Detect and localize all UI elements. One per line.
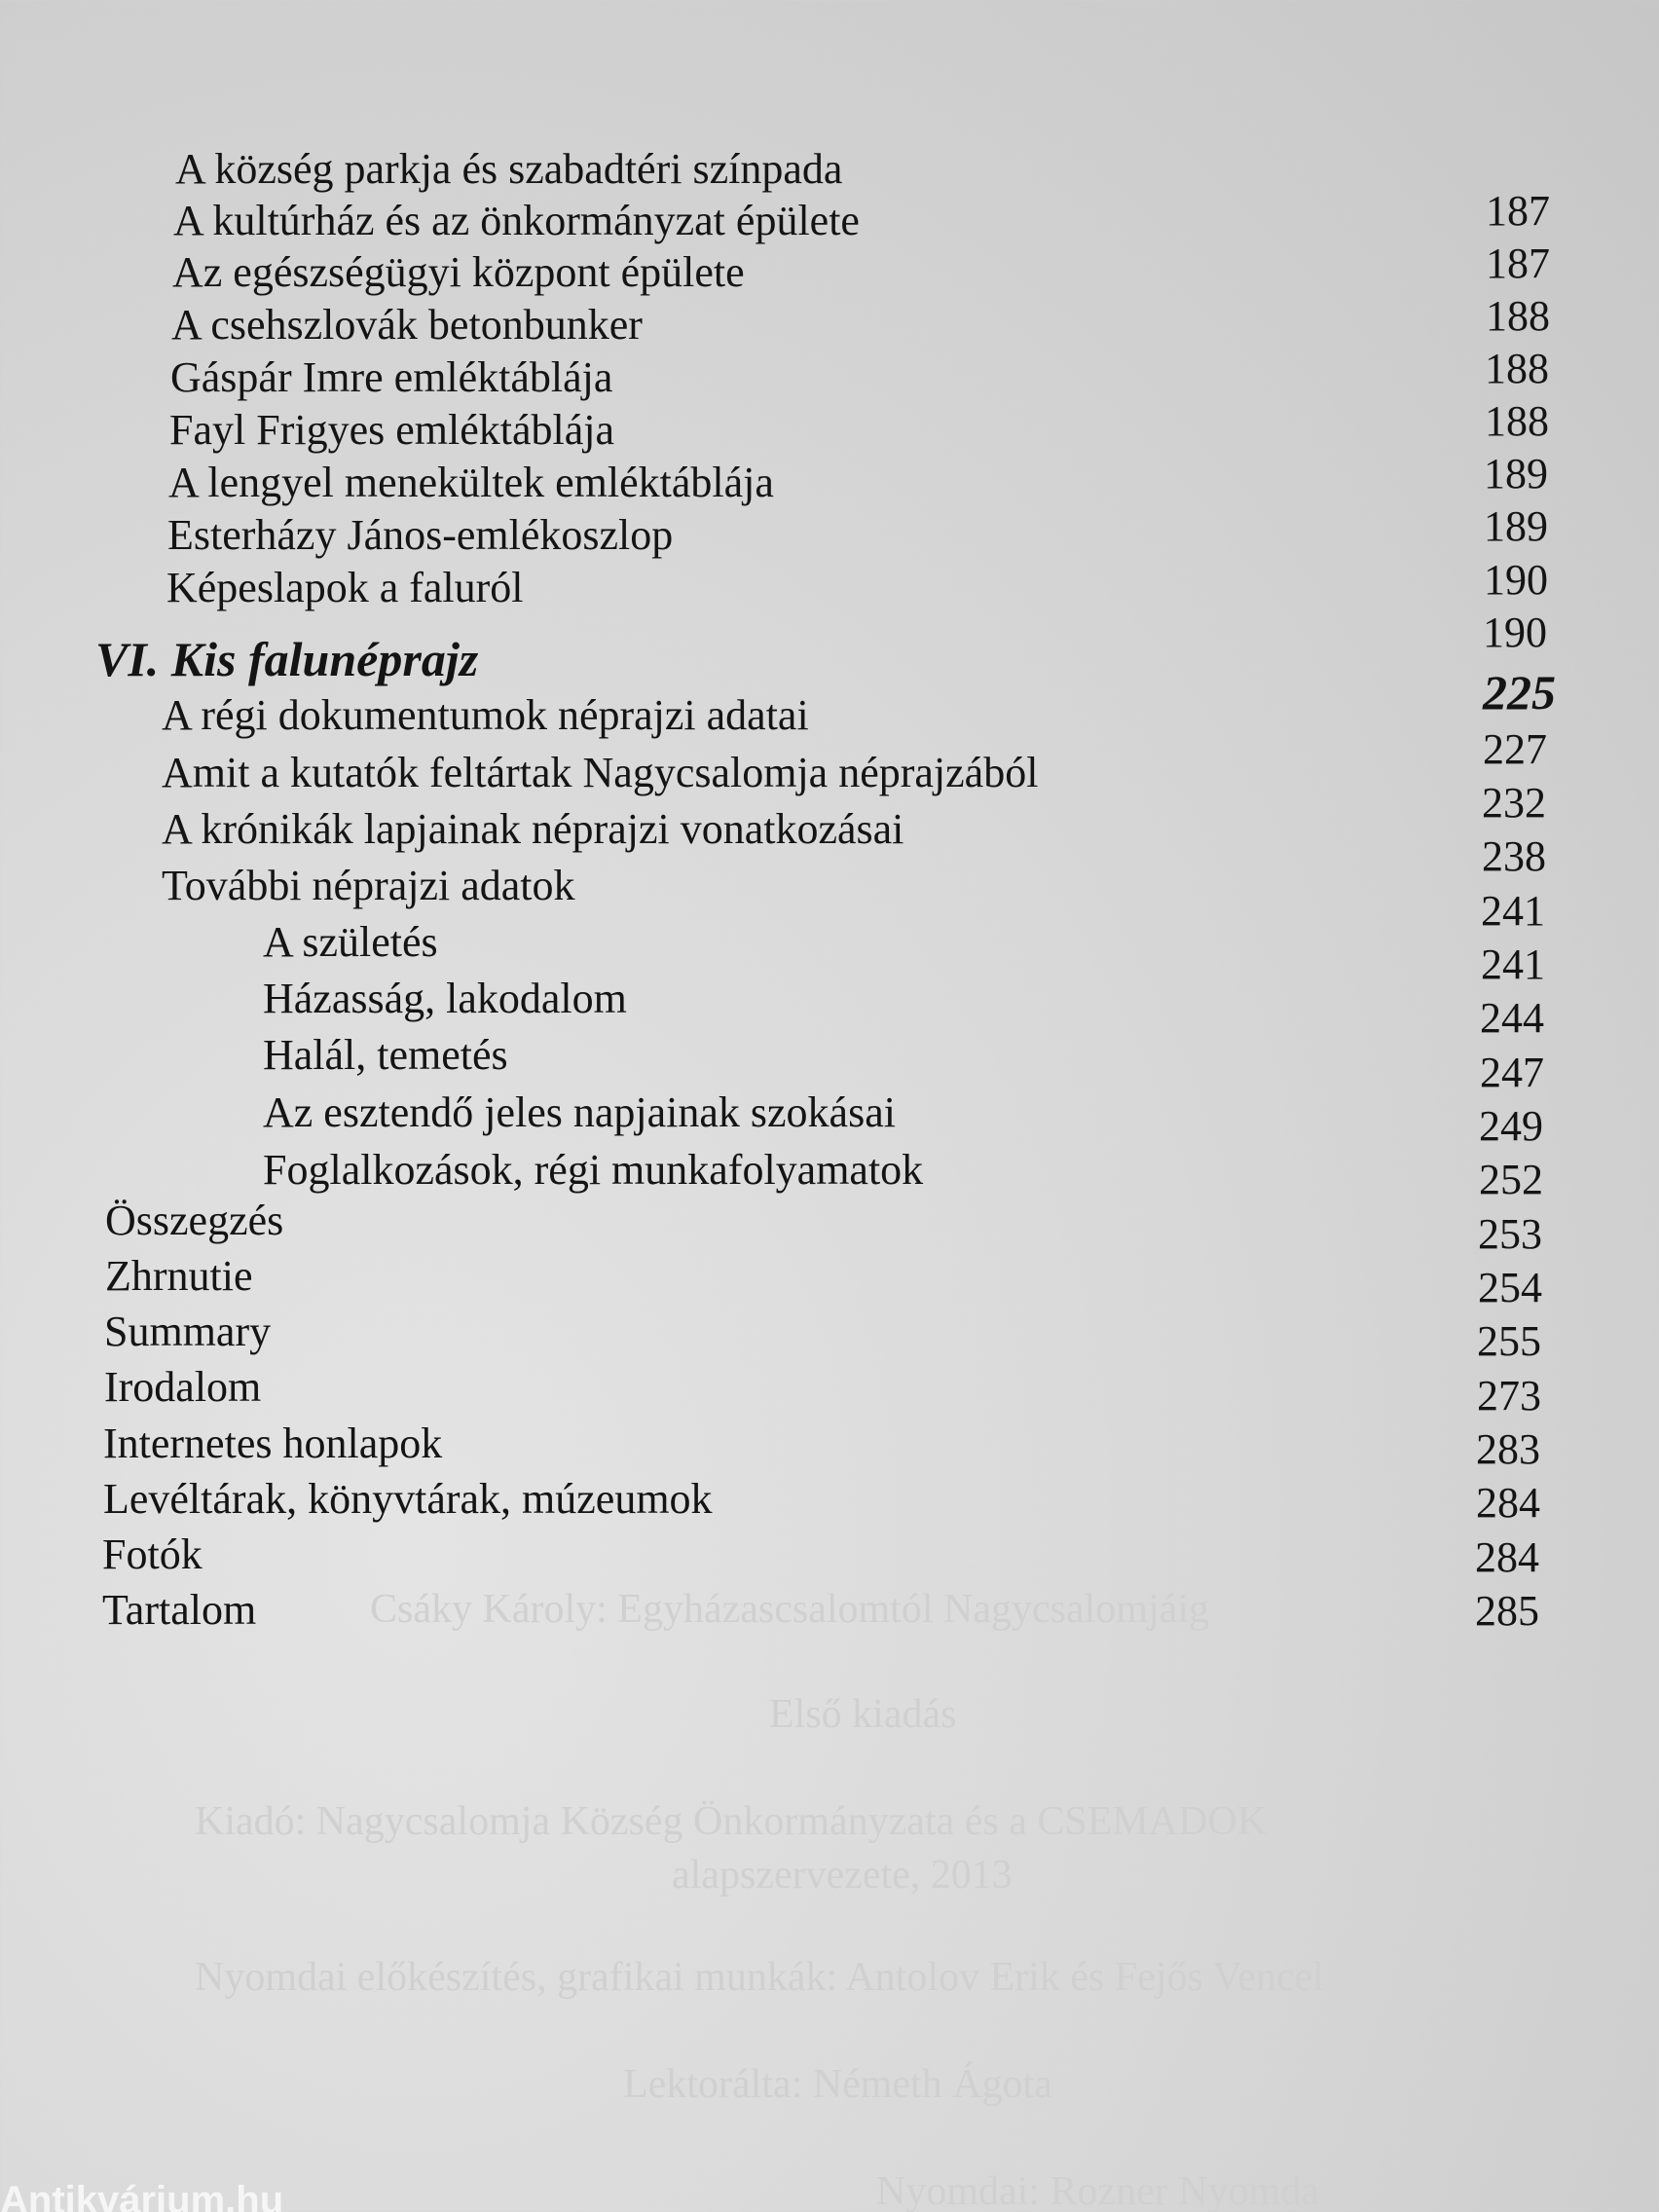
toc-page-number: 249 bbox=[1479, 1102, 1543, 1150]
toc-section-page-number: 225 bbox=[1483, 665, 1556, 719]
toc-page-number: 284 bbox=[1476, 1479, 1540, 1527]
toc-page-number: 284 bbox=[1475, 1533, 1539, 1581]
toc-entry-title: Fayl Frigyes emléktáblája bbox=[169, 406, 614, 454]
toc-page-number: 254 bbox=[1478, 1264, 1542, 1311]
toc-subentry-title: Foglalkozások, régi munkafolyamatok bbox=[263, 1146, 924, 1194]
toc-page-number: 188 bbox=[1485, 345, 1549, 392]
toc-entry-title: Amit a kutatók feltártak Nagycsalomja néprajzából bbox=[162, 749, 1039, 796]
show-through-line: Csáky Károly: Egyházascsalomtól Nagycsalomjáig bbox=[370, 1587, 1209, 1632]
toc-page-number: 187 bbox=[1486, 187, 1550, 235]
toc-subentry-title: Az esztendő jeles napjainak szokásai bbox=[263, 1088, 896, 1136]
toc-page-number: 253 bbox=[1478, 1210, 1542, 1258]
toc-entry-title: A lengyel menekültek emléktáblája bbox=[168, 459, 774, 506]
toc-entry-title: A község parkja és szabadtéri színpada bbox=[175, 145, 843, 193]
toc-page-number: 255 bbox=[1477, 1317, 1541, 1365]
toc-entry-title: A régi dokumentumok néprajzi adatai bbox=[162, 691, 809, 739]
toc-page-number: 285 bbox=[1475, 1587, 1539, 1635]
toc-page-number: 189 bbox=[1484, 450, 1548, 498]
toc-subentry-title: Halál, temetés bbox=[263, 1031, 508, 1079]
toc-entry-title: Levéltárak, könyvtárak, múzeumok bbox=[103, 1475, 713, 1523]
toc-page-number: 238 bbox=[1482, 832, 1546, 880]
watermark-logo: Antikvárium.hu bbox=[0, 2179, 284, 2212]
toc-page-number: 187 bbox=[1486, 240, 1550, 287]
toc-page-number: 190 bbox=[1484, 556, 1548, 604]
toc-entry-title: Tartalom bbox=[102, 1586, 257, 1634]
toc-entry-title: Zhrnutie bbox=[105, 1252, 253, 1300]
toc-page-number: 241 bbox=[1481, 940, 1545, 988]
toc-entry-title: Képeslapok a faluról bbox=[166, 564, 524, 611]
toc-subentry-title: A születés bbox=[263, 918, 438, 966]
toc-subentry-title: Házasság, lakodalom bbox=[263, 975, 627, 1022]
toc-page-number: 244 bbox=[1480, 994, 1544, 1042]
toc-entry-title: Irodalom bbox=[104, 1363, 262, 1411]
toc-entry-title: A kultúrház és az önkormányzat épülete bbox=[173, 197, 860, 244]
toc-page-number: 241 bbox=[1481, 887, 1545, 935]
toc-page-number: 188 bbox=[1485, 397, 1549, 445]
toc-entry-title: További néprajzi adatok bbox=[162, 862, 575, 909]
show-through-line: alapszervezete, 2013 bbox=[672, 1853, 1013, 1898]
toc-page-number: 190 bbox=[1483, 608, 1547, 656]
toc-page-number: 252 bbox=[1479, 1156, 1543, 1203]
toc-section-heading: VI. Kis falunéprajz bbox=[95, 632, 479, 686]
toc-entry-title: A krónikák lapjainak néprajzi vonatkozásai bbox=[162, 805, 904, 853]
toc-entry-title: Internetes honlapok bbox=[103, 1419, 443, 1467]
toc-page-number: 232 bbox=[1482, 779, 1546, 827]
toc-entry-title: Esterházy János-emlékoszlop bbox=[167, 511, 674, 559]
show-through-line: Első kiadás bbox=[769, 1692, 957, 1737]
toc-page-number: 189 bbox=[1484, 502, 1548, 550]
show-through-line: Lektorálta: Németh Ágota bbox=[623, 2062, 1052, 2107]
show-through-line: Kiadó: Nagycsalomja Község Önkormányzata és a CSEMADOK bbox=[195, 1799, 1268, 1844]
toc-entry-title: Summary bbox=[104, 1308, 272, 1355]
toc-entry-title: Fotók bbox=[102, 1530, 203, 1578]
show-through-line: Nyomdai előkészítés, grafikai munkák: Antolov Erik és Fejős Vencel bbox=[195, 1955, 1324, 2000]
toc-page-number: 273 bbox=[1477, 1372, 1541, 1419]
toc-page-number: 283 bbox=[1476, 1425, 1540, 1473]
toc-entry-title: A csehszlovák betonbunker bbox=[171, 301, 643, 349]
toc-page-number: 247 bbox=[1480, 1049, 1544, 1096]
toc-entry-title: Az egészségügyi központ épülete bbox=[172, 248, 745, 296]
show-through-line: Nyomdai: Rozner Nyomda bbox=[876, 2169, 1319, 2212]
toc-page-number: 227 bbox=[1483, 725, 1547, 773]
toc-page-number: 188 bbox=[1486, 292, 1550, 340]
toc-entry-title: Összegzés bbox=[105, 1197, 284, 1244]
toc-entry-title: Gáspár Imre emléktáblája bbox=[170, 353, 613, 401]
